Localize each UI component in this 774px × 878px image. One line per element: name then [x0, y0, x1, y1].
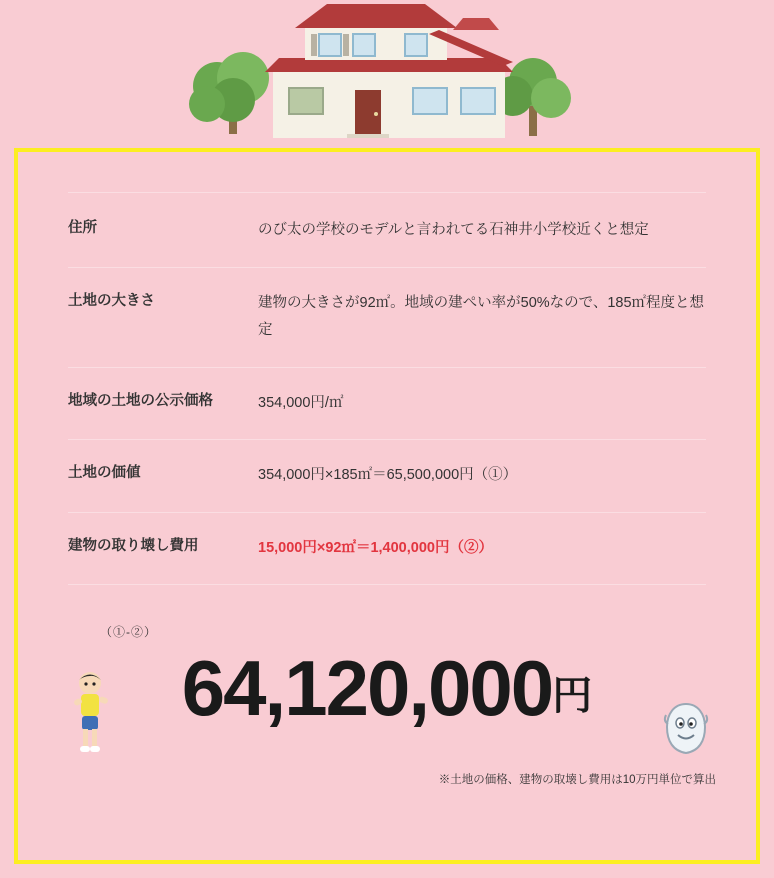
details-table [68, 192, 706, 585]
row-value: 354,000円/㎡ [258, 394, 344, 411]
row-label: 住所 [68, 220, 97, 236]
tree-left-icon [189, 52, 269, 134]
row-label: 土地の価値 [68, 465, 141, 482]
footnote-text: ※土地の価格、建物の取壊し費用は10万円単位で算出 [438, 774, 716, 787]
row-value-highlighted: 15,000円×92㎡＝1,400,000円（②） [258, 539, 493, 556]
hero-illustration-area [0, 0, 774, 148]
table-row [68, 192, 706, 268]
total-amount-line [18, 644, 756, 733]
total-amount-unit: 円 [552, 674, 593, 719]
total-amount-number: 64,120,000 [181, 644, 553, 733]
row-value: のび太の学校のモデルと言われてる石神井小学校近くと想定 [258, 222, 649, 238]
table-row [68, 513, 706, 586]
row-value: 354,000円×185㎡＝65,500,000円（①） [258, 467, 518, 484]
two-story-house-illustration [177, 0, 597, 148]
row-label: 土地の大きさ [68, 292, 155, 309]
result-block [18, 623, 756, 843]
formula-note: （①-②） [100, 625, 157, 640]
row-value: 建物の大きさが92㎡。地域の建ぺい率が50%なので、185㎡程度と想定 [258, 294, 705, 339]
row-label: 建物の取り壊し費用 [68, 537, 199, 554]
row-label: 地域の土地の公示価格 [68, 392, 213, 409]
table-row [68, 268, 706, 368]
ghost-character-icon [662, 701, 710, 757]
table-row [68, 368, 706, 441]
table-row [68, 440, 706, 513]
summary-card [14, 148, 760, 864]
